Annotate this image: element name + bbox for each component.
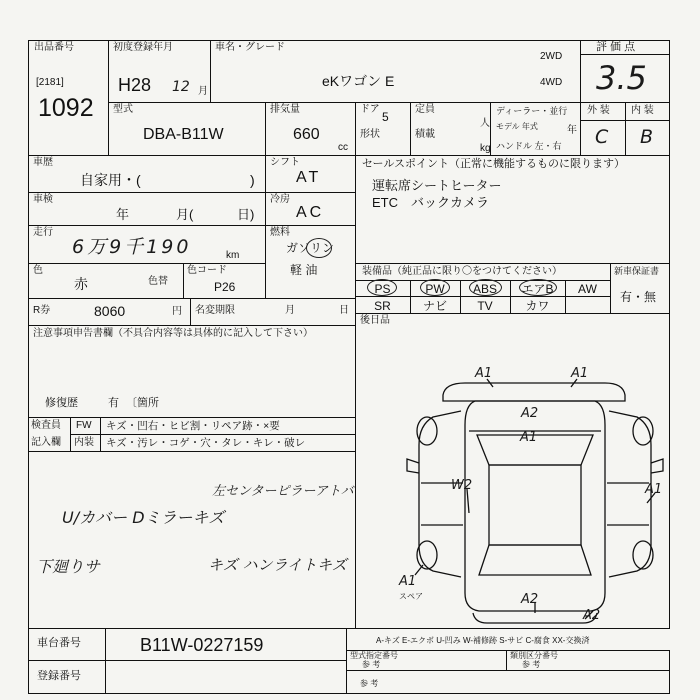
load-label: 積載 <box>415 129 435 140</box>
interior-grade: B <box>640 126 654 148</box>
repair-history-value: 有 <box>108 397 119 409</box>
abs-circle-mark <box>469 279 502 296</box>
shape-label: 形状 <box>360 129 380 140</box>
damage-mark: A1 <box>571 366 589 381</box>
equipment-aw: AW <box>578 282 597 296</box>
damage-mark: A2 <box>521 592 539 607</box>
right-mirror <box>651 459 663 473</box>
inspector-note: 左センターピラーアトバ <box>212 484 354 499</box>
fw-items: キズ・凹右・ヒビ割・リペア跡・×要 <box>106 420 280 432</box>
displacement-value: 660 <box>293 126 320 143</box>
chassis-label: 車台番号 <box>37 637 81 649</box>
interior-label: 内 装 <box>631 105 654 116</box>
history-value: 自家用・( <box>80 172 141 188</box>
capacity-label: 定員 <box>415 104 435 115</box>
equipment-abs: ABS <box>472 282 497 296</box>
equipment-navi: ナビ <box>422 299 447 313</box>
name-change-label: 名変期限 <box>195 305 235 316</box>
registration-label: 登録番号 <box>37 670 81 682</box>
damage-mark: A2 <box>521 406 539 421</box>
displacement-unit: cc <box>338 142 348 153</box>
load-unit: kg <box>480 143 491 154</box>
color-value: 赤 <box>74 276 88 292</box>
model-designation-ref: 参 考 <box>362 660 381 669</box>
equipment-airbag: エアB <box>521 282 554 296</box>
aircon-label: 冷房 <box>270 194 290 205</box>
inspection-day-unit: 日) <box>237 207 255 222</box>
mileage-label: 走行 <box>33 227 53 238</box>
shift-label: シフト <box>270 157 300 168</box>
damage-mark: A1 <box>399 574 417 589</box>
ps-circle-mark <box>367 279 397 296</box>
model-designation-label: 型式指定番号 <box>350 651 398 660</box>
displacement-label: 排気量 <box>270 104 300 115</box>
damage-mark: A1 <box>645 482 663 497</box>
name-change-day: 日 <box>339 305 349 316</box>
history-box <box>28 155 266 193</box>
lot-number: 1092 <box>38 94 94 122</box>
model-year-label: モデル 年式 <box>496 122 538 131</box>
model-code-label: 型式 <box>113 104 133 115</box>
spare-label: スペア <box>399 592 423 601</box>
fuel-gasoline: ガソリン <box>286 241 335 255</box>
interior-items: キズ・汚レ・コゲ・穴・タレ・キレ・破レ <box>106 437 306 449</box>
equipment-pw: PW <box>425 282 445 296</box>
inspector-label-bottom: 記入欄 <box>31 437 61 448</box>
color-code: P26 <box>214 280 236 294</box>
color-code-label: 色コード <box>187 265 227 276</box>
color-change-label: 色替 <box>148 276 168 287</box>
drive-2wd: 2WD <box>540 51 563 62</box>
equipment-label: 装備品（純正品に限り〇をつけてください） <box>362 266 562 277</box>
rear-bumper <box>473 613 597 623</box>
mileage-unit: km <box>226 250 240 261</box>
inspection-year-unit: 年 <box>116 207 130 222</box>
dealer-label: ディーラー・並行 <box>496 106 568 116</box>
recycle-label: R券 <box>33 305 51 316</box>
first-registration-label: 初度登録年月 <box>113 42 173 53</box>
lot-sub-number: [2181] <box>36 77 64 88</box>
equipment-cell <box>565 296 611 314</box>
warranty-label: 新車保証書 <box>614 266 660 276</box>
inspection-label: 車検 <box>33 194 53 205</box>
later-items-label: 後日品 <box>360 315 390 326</box>
name-change-month: 月 <box>285 305 295 316</box>
repair-history-label: 修復歴 <box>45 397 78 409</box>
history-label: 車歴 <box>33 157 53 168</box>
damage-mark: A1 <box>475 366 493 381</box>
sales-point-item: ETC バックカメラ <box>372 195 490 210</box>
repair-history-location: 〔箇所 <box>126 397 159 409</box>
fuel-label: 燃料 <box>270 227 290 238</box>
damage-mark: A2 <box>583 608 601 623</box>
fuel-diesel: 軽 油 <box>290 263 318 277</box>
notes-label: 注意事項申告書欄（不具合内容等は具体的に記入して下さい） <box>33 328 313 339</box>
right-door-line <box>607 483 649 525</box>
car-damage-diagram <box>355 313 670 629</box>
drive-4wd: 4WD <box>540 77 563 88</box>
equipment-sr: SR <box>374 299 391 313</box>
first-registration-month: 12 <box>172 79 190 95</box>
damage-mark: W2 <box>451 478 473 493</box>
left-mirror <box>407 459 419 473</box>
roof <box>489 465 581 545</box>
shift-value: AT <box>296 169 322 186</box>
left-side-panel <box>419 411 461 577</box>
inspector-note: キズ ハンライトキズ <box>208 556 347 574</box>
model-code: DBA-B11W <box>143 126 224 143</box>
damage-mark: A1 <box>520 430 538 445</box>
equipment-tv: TV <box>477 299 493 313</box>
doors-value: 5 <box>382 110 389 124</box>
sales-point-item: 運転席シートヒーター <box>372 178 502 193</box>
inspector-note: 下廻りサ <box>36 557 101 576</box>
car-name-label: 車名・グレード <box>215 42 285 53</box>
first-registration-year: H28 <box>118 75 152 95</box>
recycle-unit: 円 <box>172 306 182 317</box>
pw-circle-mark <box>420 279 450 296</box>
doors-label: ドア <box>360 104 380 115</box>
inspector-note: U/カバー Dミラーキズ <box>62 508 225 527</box>
month-unit: 月 <box>198 86 208 97</box>
aircon-value: AC <box>296 204 325 221</box>
recycle-value: 8060 <box>94 303 126 319</box>
equipment-ps: PS <box>374 282 391 296</box>
inspection-month-unit: 月( <box>176 207 194 222</box>
category-code-ref: 参 考 <box>522 660 541 669</box>
front-bumper <box>443 383 625 401</box>
score-label: 評 価 点 <box>596 41 636 53</box>
inspector-label-top: 検査員 <box>31 420 61 431</box>
airbag-circle-mark <box>519 279 557 296</box>
category-code-label: 類別区分番号 <box>510 651 558 660</box>
rear-window <box>479 545 591 575</box>
chassis-number: B11W-0227159 <box>140 635 264 655</box>
inspector-notes-box <box>28 451 356 629</box>
gasoline-circle-mark <box>306 238 332 258</box>
exterior-label: 外 装 <box>587 105 610 116</box>
footer-row-box <box>346 670 670 694</box>
sales-points-label: セールスポイント（正常に機能するものに限ります） <box>362 158 626 170</box>
capacity-unit: 人 <box>480 118 490 129</box>
footer-ref: 参 考 <box>360 679 379 688</box>
interior-type-label: 内装 <box>74 437 94 448</box>
damage-legend: A-キズ E-エクボ U-凹み W-補修跡 S-サビ C-腐食 XX-交換済 <box>376 636 590 645</box>
warranty-value: 有・無 <box>620 290 657 304</box>
lot-label: 出品番号 <box>34 42 74 53</box>
color-label: 色 <box>33 265 43 276</box>
mileage-value: 6万9千190 <box>72 236 192 258</box>
fw-label: FW <box>76 420 92 431</box>
equipment-leather: カワ <box>525 299 550 313</box>
car-name: eKワゴン E <box>322 73 395 89</box>
handle-label: ハンドル 左・右 <box>496 141 562 151</box>
score-value: 3.5 <box>596 59 647 97</box>
inspection-box <box>28 192 266 226</box>
exterior-grade: C <box>595 126 609 148</box>
history-close: ) <box>250 172 255 188</box>
year-unit: 年 <box>567 125 577 136</box>
